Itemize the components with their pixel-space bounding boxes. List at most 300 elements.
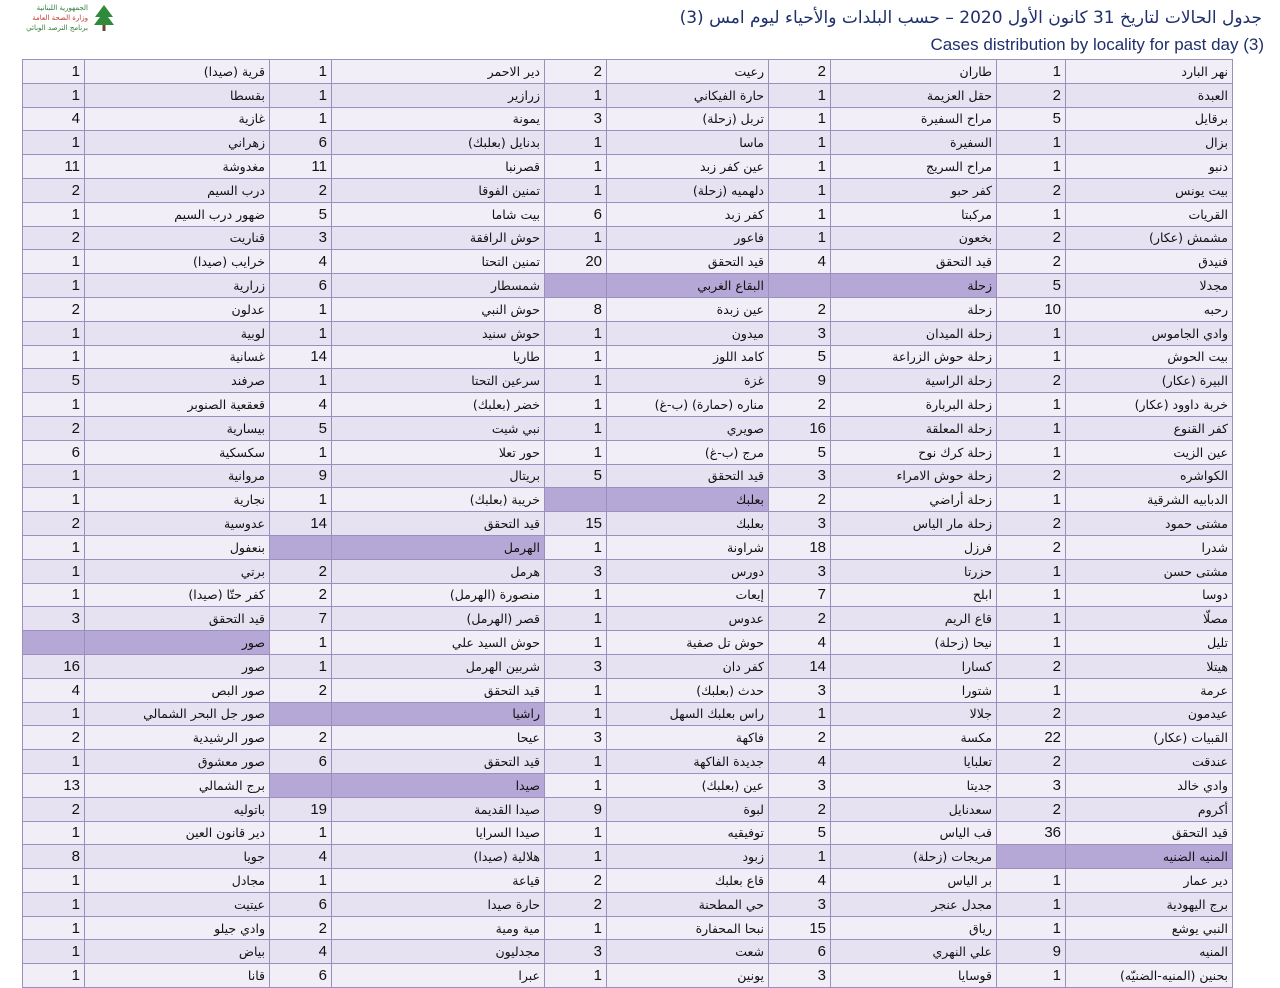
locality-name-cell: حقل العزيمة [831, 83, 997, 107]
locality-name-cell: بيسارية [85, 416, 270, 440]
locality-name-cell: زهراني [85, 131, 270, 155]
case-count-cell: 1 [997, 583, 1066, 607]
case-count-cell: 3 [769, 892, 831, 916]
case-count-cell: 1 [997, 131, 1066, 155]
locality-name-cell: مركبتا [831, 202, 997, 226]
case-count-cell: 6 [545, 202, 607, 226]
locality-name-cell: كفر زبد [607, 202, 769, 226]
case-count-cell: 1 [545, 845, 607, 869]
table-row [23, 226, 1233, 250]
case-count-cell: 1 [270, 440, 332, 464]
case-count-cell: 1 [545, 226, 607, 250]
case-count-cell: 1 [997, 488, 1066, 512]
locality-name-cell: عين الزيت [1066, 440, 1233, 464]
locality-name-cell: بعلبك [607, 512, 769, 536]
table-row [23, 416, 1233, 440]
case-count-cell: 1 [270, 369, 332, 393]
case-count-cell: 1 [545, 631, 607, 655]
locality-name-cell: قصرنبا [332, 155, 545, 179]
case-count-cell: 10 [997, 297, 1066, 321]
case-count-cell: 2 [270, 559, 332, 583]
locality-name-cell: بياض [85, 940, 270, 964]
case-count-cell: 1 [545, 702, 607, 726]
case-count-cell: 1 [23, 583, 85, 607]
table-row [23, 845, 1233, 869]
case-count-cell: 1 [545, 535, 607, 559]
locality-name-cell: وادي الجاموس [1066, 321, 1233, 345]
case-count-cell: 1 [23, 202, 85, 226]
locality-name-cell: دلهميه (زحلة) [607, 178, 769, 202]
case-count-cell: 2 [270, 583, 332, 607]
table-row [23, 631, 1233, 655]
locality-name-cell: حوش الرافقة [332, 226, 545, 250]
case-count-cell: 4 [270, 393, 332, 417]
locality-name-cell: ابلح [831, 583, 997, 607]
locality-name-cell: قيد التحقق [332, 750, 545, 774]
locality-name-cell: صويري [607, 416, 769, 440]
case-count-cell: 1 [545, 131, 607, 155]
case-count-cell: 2 [769, 60, 831, 84]
case-count-cell: 2 [769, 607, 831, 631]
table-row [23, 535, 1233, 559]
locality-name-cell: مجدل عنجر [831, 892, 997, 916]
locality-name-cell: شربين الهرمل [332, 654, 545, 678]
locality-name-cell: رحبه [1066, 297, 1233, 321]
table-row [23, 654, 1233, 678]
case-count-cell: 2 [769, 797, 831, 821]
locality-name-cell: هلالية (صيدا) [332, 845, 545, 869]
case-count-cell: 3 [769, 464, 831, 488]
locality-name-cell: ماسا [607, 131, 769, 155]
region-header-cell: راشيا [332, 702, 545, 726]
case-count-cell: 3 [545, 654, 607, 678]
case-count-cell: 1 [545, 440, 607, 464]
case-count-cell: 2 [769, 393, 831, 417]
locality-name-cell: قب الياس [831, 821, 997, 845]
case-count-cell: 5 [769, 821, 831, 845]
locality-name-cell: عدوس [607, 607, 769, 631]
case-count-cell: 2 [270, 726, 332, 750]
locality-name-cell: خربة داوود (عكار) [1066, 393, 1233, 417]
case-count-cell: 2 [270, 178, 332, 202]
case-count-cell: 1 [23, 345, 85, 369]
case-count-cell: 2 [997, 464, 1066, 488]
locality-name-cell: برج الشمالي [85, 773, 270, 797]
locality-name-cell: عرمة [1066, 678, 1233, 702]
locality-name-cell: علي النهري [831, 940, 997, 964]
table-row [23, 869, 1233, 893]
locality-name-cell: مجدليون [332, 940, 545, 964]
case-count-cell: 3 [769, 964, 831, 988]
case-count-cell: 1 [545, 583, 607, 607]
case-count-cell: 1 [545, 178, 607, 202]
locality-name-cell: خرايب (صيدا) [85, 250, 270, 274]
table-row [23, 107, 1233, 131]
locality-name-cell: زحلة حوش الامراء [831, 464, 997, 488]
case-count-cell: 5 [997, 274, 1066, 298]
case-count-cell: 2 [997, 369, 1066, 393]
case-count-cell: 1 [23, 131, 85, 155]
locality-name-cell: زرازير [332, 83, 545, 107]
locality-name-cell: إيعات [607, 583, 769, 607]
locality-name-cell: مجدلا [1066, 274, 1233, 298]
case-count-cell: 3 [769, 512, 831, 536]
locality-name-cell: غسانية [85, 345, 270, 369]
case-count-cell: 11 [270, 155, 332, 179]
case-count-cell: 2 [997, 654, 1066, 678]
case-count-cell: 14 [270, 512, 332, 536]
locality-name-cell: صور البص [85, 678, 270, 702]
case-count-cell: 2 [997, 178, 1066, 202]
case-count-cell: 2 [769, 297, 831, 321]
table-row [23, 726, 1233, 750]
locality-name-cell: البيرة (عكار) [1066, 369, 1233, 393]
case-count-cell: 2 [545, 892, 607, 916]
locality-name-cell: ضهور درب السيم [85, 202, 270, 226]
case-count-cell: 1 [270, 631, 332, 655]
case-count-cell: 1 [997, 678, 1066, 702]
locality-name-cell: كفر دان [607, 654, 769, 678]
locality-name-cell: طاريا [332, 345, 545, 369]
case-count-cell: 1 [545, 321, 607, 345]
locality-name-cell: مية ومية [332, 916, 545, 940]
case-count-cell: 4 [23, 107, 85, 131]
case-count-cell: 1 [997, 631, 1066, 655]
case-count-cell: 1 [23, 964, 85, 988]
case-count-cell: 1 [769, 202, 831, 226]
locality-name-cell: تعلبايا [831, 750, 997, 774]
locality-name-cell: الكواشره [1066, 464, 1233, 488]
locality-name-cell: قيد التحقق [831, 250, 997, 274]
case-count-cell: 1 [545, 155, 607, 179]
locality-name-cell: السفيرة [831, 131, 997, 155]
case-count-cell: 1 [545, 964, 607, 988]
locality-name-cell: عيحا [332, 726, 545, 750]
logo-text-republic: الجمهورية اللبنانية [36, 4, 88, 12]
case-count-cell: 1 [769, 702, 831, 726]
logo-text-program: برنامج الترصد الوبائي [26, 24, 88, 32]
case-count-cell: 1 [23, 940, 85, 964]
case-count-cell: 2 [997, 83, 1066, 107]
case-count-cell: 1 [769, 83, 831, 107]
locality-name-cell: قاع الريم [831, 607, 997, 631]
case-count-cell: 1 [23, 821, 85, 845]
case-count-cell [270, 702, 332, 726]
locality-name-cell: فنيدق [1066, 250, 1233, 274]
locality-name-cell: تمنين الفوقا [332, 178, 545, 202]
table-row [23, 464, 1233, 488]
locality-name-cell: صيدا القديمة [332, 797, 545, 821]
locality-name-cell: برتي [85, 559, 270, 583]
locality-name-cell: وادي خالد [1066, 773, 1233, 797]
table-row [23, 250, 1233, 274]
case-count-cell: 1 [23, 488, 85, 512]
locality-name-cell: يمونة [332, 107, 545, 131]
locality-name-cell: قانا [85, 964, 270, 988]
locality-name-cell: شتورا [831, 678, 997, 702]
locality-name-cell: مناره (حمارة) (ب-غ) [607, 393, 769, 417]
locality-name-cell: عندقت [1066, 750, 1233, 774]
case-count-cell: 1 [769, 178, 831, 202]
ministry-logo [8, 4, 118, 34]
locality-name-cell: عدلون [85, 297, 270, 321]
locality-name-cell: صور الرشيدية [85, 726, 270, 750]
case-count-cell: 5 [769, 345, 831, 369]
table-row [23, 60, 1233, 84]
locality-name-cell: برقايل [1066, 107, 1233, 131]
case-count-cell: 6 [270, 750, 332, 774]
case-count-cell: 2 [23, 512, 85, 536]
case-count-cell: 1 [997, 964, 1066, 988]
table-row [23, 345, 1233, 369]
case-count-cell: 3 [769, 559, 831, 583]
locality-name-cell: حور تعلا [332, 440, 545, 464]
case-count-cell: 2 [270, 916, 332, 940]
locality-name-cell: خضر (بعلبك) [332, 393, 545, 417]
case-count-cell: 1 [997, 916, 1066, 940]
case-count-cell: 6 [270, 131, 332, 155]
case-count-cell: 2 [997, 226, 1066, 250]
case-count-cell: 1 [545, 83, 607, 107]
case-count-cell: 2 [769, 726, 831, 750]
locality-name-cell: هرمل [332, 559, 545, 583]
case-count-cell: 5 [545, 464, 607, 488]
locality-name-cell: القبيات (عكار) [1066, 726, 1233, 750]
locality-name-cell: القريات [1066, 202, 1233, 226]
locality-name-cell: نبي شيت [332, 416, 545, 440]
locality-name-cell: مريجات (زحلة) [831, 845, 997, 869]
locality-name-cell: جويا [85, 845, 270, 869]
case-count-cell: 3 [769, 321, 831, 345]
locality-name-cell: جلالا [831, 702, 997, 726]
locality-name-cell: كامد اللوز [607, 345, 769, 369]
locality-name-cell: جديدة الفاكهة [607, 750, 769, 774]
table-row [23, 702, 1233, 726]
case-count-cell: 1 [270, 83, 332, 107]
case-count-cell: 1 [270, 869, 332, 893]
region-header-cell: البقاع الغربي [607, 274, 769, 298]
locality-name-cell: زحلة البربارة [831, 393, 997, 417]
table-row [23, 940, 1233, 964]
locality-name-cell: سكسكية [85, 440, 270, 464]
locality-name-cell: أكروم [1066, 797, 1233, 821]
locality-name-cell: درب السيم [85, 178, 270, 202]
locality-name-cell: بقسطا [85, 83, 270, 107]
case-count-cell: 2 [23, 726, 85, 750]
table-row [23, 559, 1233, 583]
case-count-cell: 3 [545, 559, 607, 583]
case-count-cell: 1 [997, 60, 1066, 84]
case-count-cell: 14 [270, 345, 332, 369]
case-count-cell: 7 [769, 583, 831, 607]
case-count-cell: 1 [997, 607, 1066, 631]
case-count-cell: 2 [997, 797, 1066, 821]
case-count-cell: 4 [769, 250, 831, 274]
case-count-cell: 1 [997, 869, 1066, 893]
case-count-cell: 18 [769, 535, 831, 559]
case-count-cell: 5 [769, 440, 831, 464]
case-count-cell: 1 [23, 464, 85, 488]
locality-name-cell: قصر (الهرمل) [332, 607, 545, 631]
locality-name-cell: كفر القنوع [1066, 416, 1233, 440]
table-row [23, 797, 1233, 821]
locality-name-cell: مرج (ب-غ) [607, 440, 769, 464]
cedar-tree-icon [92, 4, 116, 32]
case-count-cell: 2 [23, 178, 85, 202]
locality-name-cell: تليل [1066, 631, 1233, 655]
case-count-cell: 1 [769, 131, 831, 155]
table-row [23, 440, 1233, 464]
locality-name-cell: دير عمار [1066, 869, 1233, 893]
table-row [23, 916, 1233, 940]
case-count-cell: 2 [997, 702, 1066, 726]
locality-name-cell: صور [85, 654, 270, 678]
locality-name-cell: رياق [831, 916, 997, 940]
locality-name-cell: بر الياس [831, 869, 997, 893]
case-count-cell: 13 [23, 773, 85, 797]
locality-name-cell: عبرا [332, 964, 545, 988]
case-count-cell: 3 [769, 773, 831, 797]
table-row [23, 821, 1233, 845]
locality-name-cell: سرعين التحتا [332, 369, 545, 393]
locality-name-cell: قاع بعلبك [607, 869, 769, 893]
locality-name-cell: حدث (بعلبك) [607, 678, 769, 702]
locality-name-cell: زبود [607, 845, 769, 869]
case-count-cell: 1 [545, 821, 607, 845]
locality-name-cell: تمنين التحتا [332, 250, 545, 274]
locality-name-cell: العبدة [1066, 83, 1233, 107]
case-count-cell: 8 [545, 297, 607, 321]
case-count-cell: 1 [545, 916, 607, 940]
locality-name-cell: مكسة [831, 726, 997, 750]
locality-name-cell: عين كفر زبد [607, 155, 769, 179]
table-row [23, 274, 1233, 298]
locality-name-cell: بحنين (المنيه-الضنيّه) [1066, 964, 1233, 988]
locality-name-cell: عدوسية [85, 512, 270, 536]
case-count-cell: 4 [769, 869, 831, 893]
locality-name-cell: نيحا (زحلة) [831, 631, 997, 655]
table-row [23, 178, 1233, 202]
locality-name-cell: دير الاحمر [332, 60, 545, 84]
locality-name-cell: كفر حتّا (صيدا) [85, 583, 270, 607]
case-count-cell: 2 [23, 416, 85, 440]
locality-name-cell: قيد التحقق [332, 678, 545, 702]
case-count-cell: 3 [270, 226, 332, 250]
case-count-cell: 4 [270, 940, 332, 964]
locality-name-cell: غازية [85, 107, 270, 131]
case-count-cell: 6 [270, 892, 332, 916]
region-header-cell: المنيه الضنيه [1066, 845, 1233, 869]
case-count-cell [769, 274, 831, 298]
case-count-cell: 15 [769, 916, 831, 940]
locality-name-cell: نبحا المحفارة [607, 916, 769, 940]
case-count-cell: 1 [23, 83, 85, 107]
region-header-cell: صيدا [332, 773, 545, 797]
table-row [23, 83, 1233, 107]
locality-name-cell: قيد التحقق [1066, 821, 1233, 845]
locality-name-cell: رعيت [607, 60, 769, 84]
case-count-cell: 4 [270, 250, 332, 274]
locality-name-cell: قيد التحقق [332, 512, 545, 536]
locality-name-cell: تربل (زحلة) [607, 107, 769, 131]
locality-name-cell: شدرا [1066, 535, 1233, 559]
case-count-cell: 6 [270, 964, 332, 988]
table-row [23, 512, 1233, 536]
table-row [23, 892, 1233, 916]
case-count-cell: 1 [545, 750, 607, 774]
case-count-cell: 4 [270, 845, 332, 869]
locality-name-cell: مروانية [85, 464, 270, 488]
case-count-cell: 2 [270, 678, 332, 702]
case-count-cell: 1 [997, 416, 1066, 440]
locality-name-cell: مشمش (عكار) [1066, 226, 1233, 250]
locality-name-cell: سعدنايل [831, 797, 997, 821]
locality-name-cell: حي المطحنة [607, 892, 769, 916]
locality-name-cell: نجارية [85, 488, 270, 512]
locality-name-cell: جديتا [831, 773, 997, 797]
table-row [23, 964, 1233, 988]
logo-text-ministry: وزارة الصحة العامة [32, 14, 88, 22]
case-count-cell: 2 [997, 750, 1066, 774]
locality-name-cell: عيتيت [85, 892, 270, 916]
table-row [23, 155, 1233, 179]
case-count-cell: 1 [270, 821, 332, 845]
locality-name-cell: وادي جيلو [85, 916, 270, 940]
case-count-cell: 1 [769, 155, 831, 179]
locality-name-cell: حوش تل صفية [607, 631, 769, 655]
locality-name-cell: منصورة (الهرمل) [332, 583, 545, 607]
case-count-cell: 1 [23, 702, 85, 726]
locality-name-cell: قيد التحقق [607, 464, 769, 488]
locality-name-cell: غزة [607, 369, 769, 393]
case-count-cell: 1 [545, 773, 607, 797]
table-row [23, 678, 1233, 702]
case-count-cell: 9 [769, 369, 831, 393]
region-header-cell: الهرمل [332, 535, 545, 559]
locality-name-cell: قناريت [85, 226, 270, 250]
locality-name-cell: مشتى حمود [1066, 512, 1233, 536]
case-count-cell: 16 [23, 654, 85, 678]
table-row [23, 297, 1233, 321]
case-count-cell: 5 [997, 107, 1066, 131]
case-count-cell: 1 [769, 107, 831, 131]
locality-name-cell: قعقعية الصنوبر [85, 393, 270, 417]
case-count-cell: 1 [769, 845, 831, 869]
locality-name-cell: بيت الحوش [1066, 345, 1233, 369]
locality-name-cell: بنعفول [85, 535, 270, 559]
case-count-cell: 1 [997, 202, 1066, 226]
case-count-cell: 1 [997, 155, 1066, 179]
locality-name-cell: فاعور [607, 226, 769, 250]
case-count-cell: 2 [769, 488, 831, 512]
locality-name-cell: زحلة كرك نوح [831, 440, 997, 464]
locality-name-cell: فاكهة [607, 726, 769, 750]
locality-name-cell: كسارا [831, 654, 997, 678]
locality-name-cell: حوش النبي [332, 297, 545, 321]
locality-name-cell: زحلة المعلقة [831, 416, 997, 440]
page-title-english: Cases distribution by locality for past day (3) [930, 35, 1264, 54]
locality-name-cell: دوسا [1066, 583, 1233, 607]
case-count-cell [997, 845, 1066, 869]
locality-name-cell: النبي يوشع [1066, 916, 1233, 940]
locality-name-cell: شراونة [607, 535, 769, 559]
locality-name-cell: المنيه [1066, 940, 1233, 964]
locality-name-cell: نهر البارد [1066, 60, 1233, 84]
case-count-cell [270, 535, 332, 559]
locality-name-cell: قيد التحقق [607, 250, 769, 274]
case-count-cell: 1 [23, 393, 85, 417]
case-count-cell: 3 [769, 678, 831, 702]
